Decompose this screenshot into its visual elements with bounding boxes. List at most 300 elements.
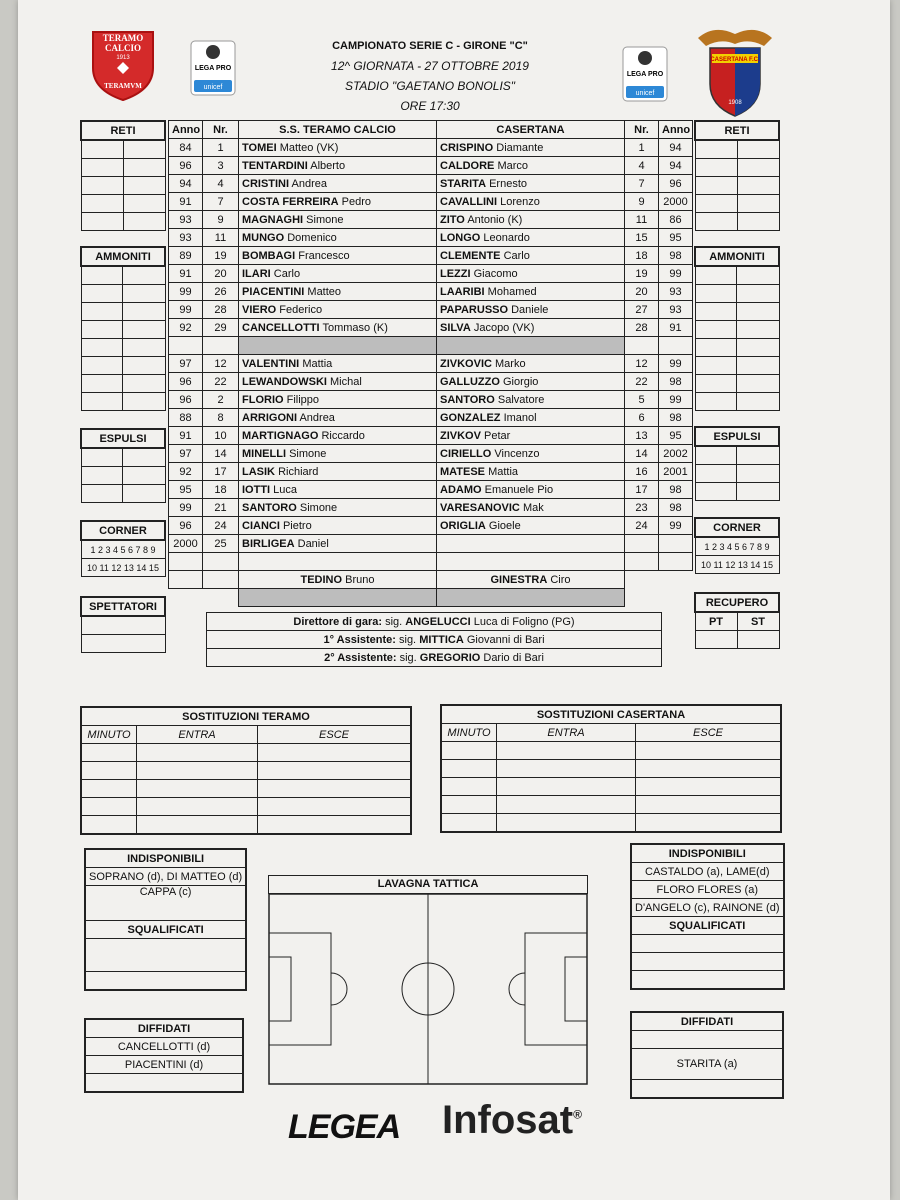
- home-player-number: 21: [203, 499, 239, 517]
- coaches-shade-row: [169, 589, 693, 607]
- away-player-number: 19: [625, 265, 659, 283]
- svg-text:unicef: unicef: [635, 90, 655, 97]
- away-player-firstname: Daniele: [511, 303, 549, 316]
- sheet-header: [250, 36, 610, 116]
- away-player-year: 91: [659, 319, 693, 337]
- home-player-number: 19: [203, 247, 239, 265]
- away-player-year: 99: [659, 265, 693, 283]
- away-player-firstname: Jacopo (VK): [473, 321, 535, 334]
- away-squalificati-title: SQUALIFICATI: [631, 917, 784, 935]
- home-player-firstname: Carlo: [273, 267, 301, 280]
- away-player-surname: CLEMENTE: [440, 249, 501, 262]
- home-player-number: 1: [203, 139, 239, 157]
- home-player-number: 24: [203, 517, 239, 535]
- away-player-number: 13: [625, 427, 659, 445]
- home-player: [239, 481, 437, 499]
- away-team-header: CASERTANA: [437, 121, 625, 139]
- away-player-number: 22: [625, 373, 659, 391]
- away-player-number: 11: [625, 211, 659, 229]
- home-player-surname: MAGNAGHI: [242, 213, 304, 226]
- home-team-header: S.S. TERAMO CALCIO: [239, 121, 437, 139]
- player-row: [169, 391, 693, 409]
- reti-home-box: [80, 120, 166, 231]
- home-player-number: 11: [203, 229, 239, 247]
- away-player-firstname: Imanol: [503, 411, 537, 424]
- player-row: [169, 553, 693, 571]
- home-player-surname: ILARI: [242, 267, 271, 280]
- away-player-surname: ORIGLIA: [440, 519, 486, 532]
- kickoff-time: ORE 17:30: [400, 99, 460, 113]
- player-row: [169, 139, 693, 157]
- espulsi-away-box: [694, 426, 780, 501]
- home-player: [239, 553, 437, 571]
- home-player: [239, 517, 437, 535]
- away-player-year: 98: [659, 499, 693, 517]
- home-indisponibili-line-2: CAPPA (c): [85, 886, 246, 921]
- player-row: [169, 445, 693, 463]
- away-player-firstname: Antonio (K): [467, 213, 523, 226]
- home-player-firstname: Alberto: [310, 159, 346, 172]
- home-player-firstname: Simone: [289, 447, 327, 460]
- away-player-surname: CRISPINO: [440, 141, 494, 154]
- casertana-logo: [694, 24, 776, 118]
- away-player-surname: GALLUZZO: [440, 375, 500, 388]
- lineups-table: [168, 120, 693, 607]
- away-player: [437, 499, 625, 517]
- ammoniti-label-away: AMMONITI: [695, 247, 779, 266]
- away-player-number: 18: [625, 247, 659, 265]
- away-player: [437, 193, 625, 211]
- player-row: [169, 409, 693, 427]
- official-surname: MITTICA: [419, 633, 464, 646]
- away-coach-surname: GINESTRA: [490, 573, 548, 586]
- player-row: [169, 247, 693, 265]
- reti-away-box: [694, 120, 780, 231]
- away-player: [437, 427, 625, 445]
- away-player-surname: ADAMO: [440, 483, 482, 496]
- away-player-year: [659, 337, 693, 355]
- away-player-firstname: Petar: [484, 429, 511, 442]
- svg-text:LEGA PRO: LEGA PRO: [626, 71, 664, 78]
- away-player-number: 6: [625, 409, 659, 427]
- home-player-number: [203, 553, 239, 571]
- player-row: [169, 355, 693, 373]
- official-row: [207, 613, 662, 631]
- home-player-number: 4: [203, 175, 239, 193]
- home-player-number: 26: [203, 283, 239, 301]
- svg-text:unicef: unicef: [203, 84, 223, 91]
- home-player: [239, 499, 437, 517]
- home-player-firstname: Luca: [273, 483, 298, 496]
- home-player-year: 91: [169, 427, 203, 445]
- away-player-surname: STARITA: [440, 177, 487, 190]
- home-player-year: 96: [169, 517, 203, 535]
- espulsi-label: ESPULSI: [81, 429, 165, 448]
- away-player-number: 5: [625, 391, 659, 409]
- away-player: [437, 445, 625, 463]
- away-player-number: 24: [625, 517, 659, 535]
- home-player-year: 92: [169, 463, 203, 481]
- official-role: 2° Assistente:: [324, 651, 397, 664]
- home-player-surname: IOTTI: [242, 483, 271, 496]
- away-player-number: 15: [625, 229, 659, 247]
- away-player-firstname: Gioele: [488, 519, 521, 532]
- svg-text:LEGA PRO: LEGA PRO: [194, 65, 232, 72]
- away-player-firstname: Mattia: [488, 465, 519, 478]
- away-player-year: 99: [659, 391, 693, 409]
- home-player-year: [169, 337, 203, 355]
- away-player-number: 28: [625, 319, 659, 337]
- home-player-year: 94: [169, 175, 203, 193]
- svg-text:CASERTANA F.C.: CASERTANA F.C.: [710, 57, 760, 63]
- away-player-surname: ZITO: [440, 213, 465, 226]
- corner-numbers-row2: 10 11 12 13 14 15: [81, 559, 165, 577]
- anno-header-home: Anno: [169, 121, 203, 139]
- player-row: [169, 319, 693, 337]
- away-player-number: 16: [625, 463, 659, 481]
- player-row: [169, 481, 693, 499]
- home-player-surname: TOMEI: [242, 141, 277, 154]
- home-player-year: 96: [169, 391, 203, 409]
- away-player: [437, 229, 625, 247]
- away-player: [437, 409, 625, 427]
- lega-pro-logo-right: [622, 46, 668, 102]
- away-diffidati-line-1: STARITA (a): [631, 1049, 783, 1080]
- home-player-surname: CIANCI: [242, 519, 280, 532]
- nr-header-home: Nr.: [203, 121, 239, 139]
- home-player-year: 95: [169, 481, 203, 499]
- home-player-surname: MUNGO: [242, 231, 285, 244]
- home-player-firstname: Filippo: [286, 393, 320, 406]
- away-player-number: 7: [625, 175, 659, 193]
- home-diffidati-line-1: CANCELLOTTI (d): [85, 1038, 243, 1056]
- official-prefix: sig.: [399, 633, 417, 646]
- away-player-surname: LEZZI: [440, 267, 471, 280]
- away-player-surname: LONGO: [440, 231, 481, 244]
- home-player-surname: COSTA FERREIRA: [242, 195, 339, 208]
- away-player: [437, 517, 625, 535]
- away-player-surname: ZIVKOV: [440, 429, 481, 442]
- away-player-year: 94: [659, 157, 693, 175]
- away-player-surname: SANTORO: [440, 393, 495, 406]
- away-player-surname: ZIVKOVIC: [440, 357, 492, 370]
- away-player-surname: LAARIBI: [440, 285, 485, 298]
- away-player-firstname: Mohamed: [487, 285, 537, 298]
- away-player-number: [625, 553, 659, 571]
- infosat-logo: [442, 1098, 582, 1143]
- home-player: [239, 211, 437, 229]
- player-rows: [169, 139, 693, 571]
- home-player-firstname: Simone: [299, 501, 338, 514]
- home-player-surname: VIERO: [242, 303, 277, 316]
- reti-label-away: RETI: [695, 121, 779, 140]
- official-prefix: sig.: [385, 615, 403, 628]
- reti-label: RETI: [81, 121, 165, 140]
- home-player: [239, 427, 437, 445]
- home-squalificati-title: SQUALIFICATI: [85, 921, 246, 939]
- away-player-year: [659, 535, 693, 553]
- home-player-surname: BIRLIGEA: [242, 537, 295, 550]
- entra-header: ENTRA: [137, 726, 258, 744]
- home-player-firstname: Richiard: [278, 465, 319, 478]
- corner-numbers-row1: 1 2 3 4 5 6 7 8 9: [81, 540, 165, 559]
- away-player-surname: GONZALEZ: [440, 411, 501, 424]
- away-player-year: 96: [659, 175, 693, 193]
- away-player-surname: PAPARUSSO: [440, 303, 509, 316]
- away-player-year: 98: [659, 247, 693, 265]
- officials-table: [206, 612, 662, 667]
- away-player-firstname: Lorenzo: [500, 195, 540, 208]
- away-player: [437, 355, 625, 373]
- away-player: [437, 373, 625, 391]
- home-player-number: 22: [203, 373, 239, 391]
- player-row: [169, 229, 693, 247]
- away-player-year: 93: [659, 301, 693, 319]
- away-player-year: 99: [659, 355, 693, 373]
- home-player-surname: LASIK: [242, 465, 275, 478]
- home-player: [239, 175, 437, 193]
- away-indisponibili-title: INDISPONIBILI: [631, 844, 784, 863]
- away-player-year: 99: [659, 517, 693, 535]
- home-player: [239, 247, 437, 265]
- away-player-year: 95: [659, 229, 693, 247]
- away-player-number: 27: [625, 301, 659, 319]
- official-cell: [207, 613, 662, 631]
- minuto-header: MINUTO: [81, 726, 137, 744]
- player-row: [169, 175, 693, 193]
- away-player-number: 14: [625, 445, 659, 463]
- home-player-surname: MARTIGNAGO: [242, 429, 319, 442]
- home-diffidati-line-2: PIACENTINI (d): [85, 1056, 243, 1074]
- home-player-surname: CRISTINI: [242, 177, 290, 190]
- spettatori-label: SPETTATORI: [81, 597, 165, 616]
- home-player-number: 9: [203, 211, 239, 229]
- player-row: [169, 517, 693, 535]
- espulsi-home-box: [80, 428, 166, 503]
- away-player-number: 1: [625, 139, 659, 157]
- recupero-box: [694, 592, 780, 649]
- away-player-firstname: Carlo: [503, 249, 530, 262]
- lavagna-title: LAVAGNA TATTICA: [268, 875, 588, 894]
- away-player-firstname: Vincenzo: [494, 447, 540, 460]
- player-row: [169, 499, 693, 517]
- official-details: Giovanni di Bari: [466, 633, 545, 646]
- infosat-text: Infosat: [442, 1098, 574, 1142]
- espulsi-label-away: ESPULSI: [695, 427, 779, 446]
- subs-home-title: SOSTITUZIONI TERAMO: [81, 707, 411, 726]
- home-coach-name: Bruno: [345, 573, 375, 586]
- home-player-year: 89: [169, 247, 203, 265]
- away-player-number: [625, 535, 659, 553]
- home-player: [239, 373, 437, 391]
- official-details: Luca di Foligno (PG): [473, 615, 575, 628]
- player-row: [169, 265, 693, 283]
- away-player-surname: CIRIELLO: [440, 447, 492, 460]
- corner-home-box: [80, 520, 166, 577]
- away-player-surname: MATESE: [440, 465, 486, 478]
- home-player: [239, 463, 437, 481]
- home-player-surname: CANCELLOTTI: [242, 321, 320, 334]
- home-player-year: 93: [169, 211, 203, 229]
- minuto-header-away: MINUTO: [441, 724, 497, 742]
- home-player: [239, 445, 437, 463]
- entra-header-away: ENTRA: [497, 724, 636, 742]
- home-player: [239, 337, 437, 355]
- home-player-number: 3: [203, 157, 239, 175]
- away-player-firstname: Emanuele Pio: [484, 483, 554, 496]
- home-player-number: 2: [203, 391, 239, 409]
- home-player-year: [169, 553, 203, 571]
- home-player-firstname: Pietro: [282, 519, 312, 532]
- home-indisponibili-box: [84, 848, 247, 991]
- home-player-number: 29: [203, 319, 239, 337]
- away-player-firstname: Salvatore: [497, 393, 545, 406]
- home-diffidati-box: [84, 1018, 244, 1093]
- away-indisponibili-line-1: CASTALDO (a), LAME(d): [631, 863, 784, 881]
- player-row: [169, 157, 693, 175]
- home-player-firstname: Domenico: [287, 231, 337, 244]
- official-surname: ANGELUCCI: [405, 615, 471, 628]
- away-player: [437, 319, 625, 337]
- home-player-year: 84: [169, 139, 203, 157]
- home-player-number: 25: [203, 535, 239, 553]
- corner-label: CORNER: [81, 521, 165, 540]
- home-player-firstname: Matteo: [307, 285, 342, 298]
- registered-mark: ®: [573, 1107, 582, 1122]
- away-player-year: 98: [659, 373, 693, 391]
- recupero-label: RECUPERO: [695, 593, 779, 612]
- away-player: [437, 139, 625, 157]
- home-player-surname: VALENTINI: [242, 357, 300, 370]
- home-player-surname: FLORIO: [242, 393, 284, 406]
- away-player-year: [659, 553, 693, 571]
- subs-away-table: [440, 704, 782, 833]
- away-player-firstname: Leonardo: [483, 231, 530, 244]
- home-player-year: 97: [169, 445, 203, 463]
- corner-numbers-row1-away: 1 2 3 4 5 6 7 8 9: [695, 537, 779, 556]
- home-player-year: 2000: [169, 535, 203, 553]
- away-player-number: 23: [625, 499, 659, 517]
- official-prefix: sig.: [399, 651, 417, 664]
- anno-header-away: Anno: [659, 121, 693, 139]
- away-player-surname: CAVALLINI: [440, 195, 498, 208]
- official-row: [207, 631, 662, 649]
- home-player-number: 12: [203, 355, 239, 373]
- svg-text:1913: 1913: [116, 55, 130, 61]
- home-player-surname: MINELLI: [242, 447, 286, 460]
- home-player-number: 8: [203, 409, 239, 427]
- away-player-number: 4: [625, 157, 659, 175]
- home-player-year: 91: [169, 193, 203, 211]
- home-player-surname: BOMBAGI: [242, 249, 296, 262]
- home-player-year: 92: [169, 319, 203, 337]
- home-diffidati-title: DIFFIDATI: [85, 1019, 243, 1038]
- svg-text:1908: 1908: [728, 100, 742, 106]
- away-player-number: 9: [625, 193, 659, 211]
- home-player-firstname: Riccardo: [321, 429, 365, 442]
- match-sheet: [18, 0, 890, 1200]
- away-diffidati-box: [630, 1011, 784, 1099]
- away-player: [437, 247, 625, 265]
- away-player: [437, 175, 625, 193]
- home-player-firstname: Michal: [330, 375, 362, 388]
- home-player-number: 28: [203, 301, 239, 319]
- home-player-year: 99: [169, 283, 203, 301]
- away-coach-name: Ciro: [550, 573, 571, 586]
- official-surname: GREGORIO: [419, 651, 481, 664]
- away-player-firstname: Ernesto: [489, 177, 528, 190]
- away-indisponibili-line-3: D'ANGELO (c), RAINONE (d): [631, 899, 784, 917]
- player-row: [169, 301, 693, 319]
- round-date: 12^ GIORNATA - 27 OTTOBRE 2019: [331, 59, 529, 73]
- away-player: [437, 157, 625, 175]
- away-player-firstname: Giorgio: [502, 375, 539, 388]
- away-player-year: 2001: [659, 463, 693, 481]
- player-row: [169, 211, 693, 229]
- home-player-firstname: Andrea: [299, 411, 335, 424]
- nr-header-away: Nr.: [625, 121, 659, 139]
- home-player: [239, 355, 437, 373]
- home-player-firstname: Daniel: [297, 537, 329, 550]
- subs-away-title: SOSTITUZIONI CASERTANA: [441, 705, 781, 724]
- away-indisponibili-line-2: FLORO FLORES (a): [631, 881, 784, 899]
- away-player-surname: CALDORE: [440, 159, 495, 172]
- away-player-year: 86: [659, 211, 693, 229]
- svg-text:TERAMO: TERAMO: [102, 33, 144, 43]
- home-player-number: 10: [203, 427, 239, 445]
- home-player-number: 17: [203, 463, 239, 481]
- away-player: [437, 391, 625, 409]
- away-player-number: 20: [625, 283, 659, 301]
- official-cell: [207, 631, 662, 649]
- away-diffidati-title: DIFFIDATI: [631, 1012, 783, 1031]
- home-player-firstname: Simone: [306, 213, 344, 226]
- away-player-firstname: Giacomo: [473, 267, 518, 280]
- home-player-surname: SANTORO: [242, 501, 297, 514]
- spettatori-box: [80, 596, 166, 653]
- away-player-number: [625, 337, 659, 355]
- away-player-number: 17: [625, 481, 659, 499]
- teramo-logo: [90, 28, 156, 102]
- stadium: STADIO "GAETANO BONOLIS": [344, 79, 516, 93]
- ammoniti-away-box: [694, 246, 780, 411]
- home-player-year: 88: [169, 409, 203, 427]
- pt-label: PT: [695, 612, 737, 631]
- player-row: [169, 535, 693, 553]
- home-player: [239, 193, 437, 211]
- away-player-year: 2002: [659, 445, 693, 463]
- home-player-number: 14: [203, 445, 239, 463]
- corner-numbers-row2-away: 10 11 12 13 14 15: [695, 556, 779, 574]
- player-row: [169, 373, 693, 391]
- away-player-number: 12: [625, 355, 659, 373]
- home-player-firstname: Pedro: [341, 195, 371, 208]
- away-player-firstname: Diamante: [496, 141, 544, 154]
- home-player-number: 20: [203, 265, 239, 283]
- home-player-surname: TENTARDINI: [242, 159, 308, 172]
- away-player-year: 98: [659, 409, 693, 427]
- ammoniti-label: AMMONITI: [81, 247, 165, 266]
- championship-title: CAMPIONATO SERIE C - GIRONE "C": [332, 40, 528, 52]
- st-label: ST: [737, 612, 779, 631]
- official-cell: [207, 649, 662, 667]
- away-player: [437, 535, 625, 553]
- home-player-year: 97: [169, 355, 203, 373]
- player-row: [169, 337, 693, 355]
- home-player-firstname: Matteo (VK): [279, 141, 339, 154]
- away-player-year: 94: [659, 139, 693, 157]
- home-player-firstname: Mattia: [302, 357, 333, 370]
